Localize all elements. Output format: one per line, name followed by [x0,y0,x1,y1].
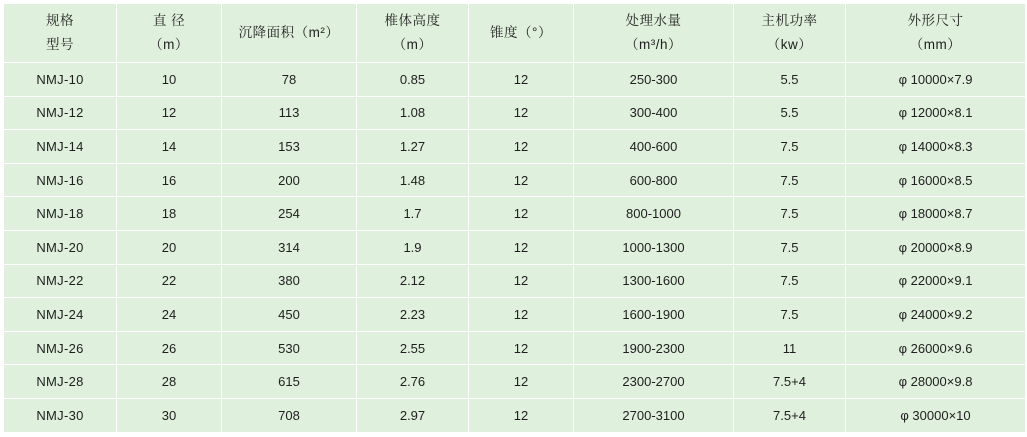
cell-motor-power: 5.5 [734,63,846,97]
cell-motor-power: 7.5+4 [734,398,846,432]
column-header-cone-height [357,4,469,63]
cell-water-capacity: 2300-2700 [574,365,734,399]
column-header-motor-power-line2: （kw） [766,37,813,52]
cell-settling-area: 314 [222,230,357,264]
cell-taper: 12 [469,264,574,298]
table-row [4,230,1026,264]
column-header-cone-height-line1: 椎体高度 [384,13,441,29]
cell-taper: 12 [469,331,574,365]
table-row [4,163,1026,197]
column-header-dimensions [846,4,1026,63]
cell-settling-area: 200 [222,163,357,197]
cell-water-capacity: 2700-3100 [574,398,734,432]
cell-motor-power: 7.5 [734,230,846,264]
column-header-water-capacity-line1: 处理水量 [625,13,682,29]
cell-diameter: 14 [117,130,222,164]
cell-taper: 12 [469,163,574,197]
table-row [4,130,1026,164]
table-header [4,4,1026,63]
cell-water-capacity: 1000-1300 [574,230,734,264]
cell-taper: 12 [469,197,574,231]
cell-taper: 12 [469,298,574,332]
column-header-dimensions-line1: 外形尺寸 [907,13,964,29]
column-header-diameter [117,4,222,63]
table-row [4,298,1026,332]
cell-model: NMJ-18 [4,197,117,231]
cell-cone-height: 2.23 [357,298,469,332]
cell-taper: 12 [469,398,574,432]
column-header-settling-area-line1: 沉降面积（m²） [238,25,340,41]
cell-taper: 12 [469,130,574,164]
cell-model: NMJ-22 [4,264,117,298]
cell-diameter: 12 [117,96,222,130]
cell-settling-area: 78 [222,63,357,97]
cell-diameter: 28 [117,365,222,399]
cell-dimensions: φ 18000×8.7 [846,197,1026,231]
specification-table [3,3,1026,433]
cell-diameter: 10 [117,63,222,97]
cell-settling-area: 708 [222,398,357,432]
column-header-diameter-line2: （m） [149,37,189,52]
cell-cone-height: 1.08 [357,96,469,130]
column-header-model [4,4,117,63]
cell-dimensions: φ 28000×9.8 [846,365,1026,399]
cell-dimensions: φ 16000×8.5 [846,163,1026,197]
cell-motor-power: 11 [734,331,846,365]
cell-water-capacity: 400-600 [574,130,734,164]
cell-taper: 12 [469,230,574,264]
cell-settling-area: 450 [222,298,357,332]
table-row [4,331,1026,365]
cell-water-capacity: 300-400 [574,96,734,130]
column-header-motor-power [734,4,846,63]
cell-cone-height: 2.76 [357,365,469,399]
table-header-row [4,4,1026,63]
column-header-water-capacity-line2: （m³/h） [625,37,682,52]
cell-settling-area: 380 [222,264,357,298]
cell-dimensions: φ 30000×10 [846,398,1026,432]
cell-diameter: 16 [117,163,222,197]
cell-dimensions: φ 22000×9.1 [846,264,1026,298]
cell-model: NMJ-28 [4,365,117,399]
column-header-taper [469,4,574,63]
column-header-model-line2: 型号 [46,37,74,52]
cell-taper: 12 [469,63,574,97]
column-header-settling-area [222,4,357,63]
cell-diameter: 26 [117,331,222,365]
cell-cone-height: 1.27 [357,130,469,164]
cell-model: NMJ-10 [4,63,117,97]
cell-diameter: 30 [117,398,222,432]
cell-motor-power: 7.5 [734,298,846,332]
cell-water-capacity: 1300-1600 [574,264,734,298]
column-header-cone-height-line2: （m） [392,37,433,52]
cell-taper: 12 [469,96,574,130]
cell-motor-power: 7.5+4 [734,365,846,399]
column-header-diameter-line1: 直 径 [152,13,186,29]
cell-dimensions: φ 26000×9.6 [846,331,1026,365]
cell-dimensions: φ 24000×9.2 [846,298,1026,332]
cell-cone-height: 1.9 [357,230,469,264]
cell-dimensions: φ 14000×8.3 [846,130,1026,164]
cell-water-capacity: 250-300 [574,63,734,97]
cell-model: NMJ-26 [4,331,117,365]
cell-motor-power: 7.5 [734,130,846,164]
cell-water-capacity: 800-1000 [574,197,734,231]
cell-dimensions: φ 12000×8.1 [846,96,1026,130]
cell-taper: 12 [469,365,574,399]
cell-cone-height: 0.85 [357,63,469,97]
cell-settling-area: 153 [222,130,357,164]
cell-diameter: 22 [117,264,222,298]
cell-settling-area: 113 [222,96,357,130]
column-header-dimensions-line2: （mm） [909,37,962,52]
cell-dimensions: φ 20000×8.9 [846,230,1026,264]
cell-motor-power: 7.5 [734,163,846,197]
column-header-water-capacity [574,4,734,63]
cell-diameter: 24 [117,298,222,332]
table-row [4,398,1026,432]
table-row [4,197,1026,231]
cell-dimensions: φ 10000×7.9 [846,63,1026,97]
cell-cone-height: 2.55 [357,331,469,365]
cell-model: NMJ-20 [4,230,117,264]
table-row [4,264,1026,298]
cell-model: NMJ-24 [4,298,117,332]
cell-model: NMJ-16 [4,163,117,197]
table-row [4,96,1026,130]
cell-motor-power: 7.5 [734,264,846,298]
cell-model: NMJ-12 [4,96,117,130]
cell-cone-height: 2.97 [357,398,469,432]
cell-motor-power: 7.5 [734,197,846,231]
cell-settling-area: 254 [222,197,357,231]
cell-cone-height: 1.48 [357,163,469,197]
column-header-taper-line1: 锥度（°） [490,25,552,41]
table-body [4,63,1026,433]
cell-water-capacity: 1900-2300 [574,331,734,365]
cell-diameter: 18 [117,197,222,231]
cell-cone-height: 1.7 [357,197,469,231]
table-row [4,365,1026,399]
cell-settling-area: 530 [222,331,357,365]
cell-cone-height: 2.12 [357,264,469,298]
cell-model: NMJ-30 [4,398,117,432]
table-row [4,63,1026,97]
cell-water-capacity: 1600-1900 [574,298,734,332]
cell-water-capacity: 600-800 [574,163,734,197]
cell-diameter: 20 [117,230,222,264]
cell-settling-area: 615 [222,365,357,399]
column-header-model-line1: 规格 [46,13,74,29]
cell-model: NMJ-14 [4,130,117,164]
column-header-motor-power-line1: 主机功率 [761,13,818,29]
cell-motor-power: 5.5 [734,96,846,130]
